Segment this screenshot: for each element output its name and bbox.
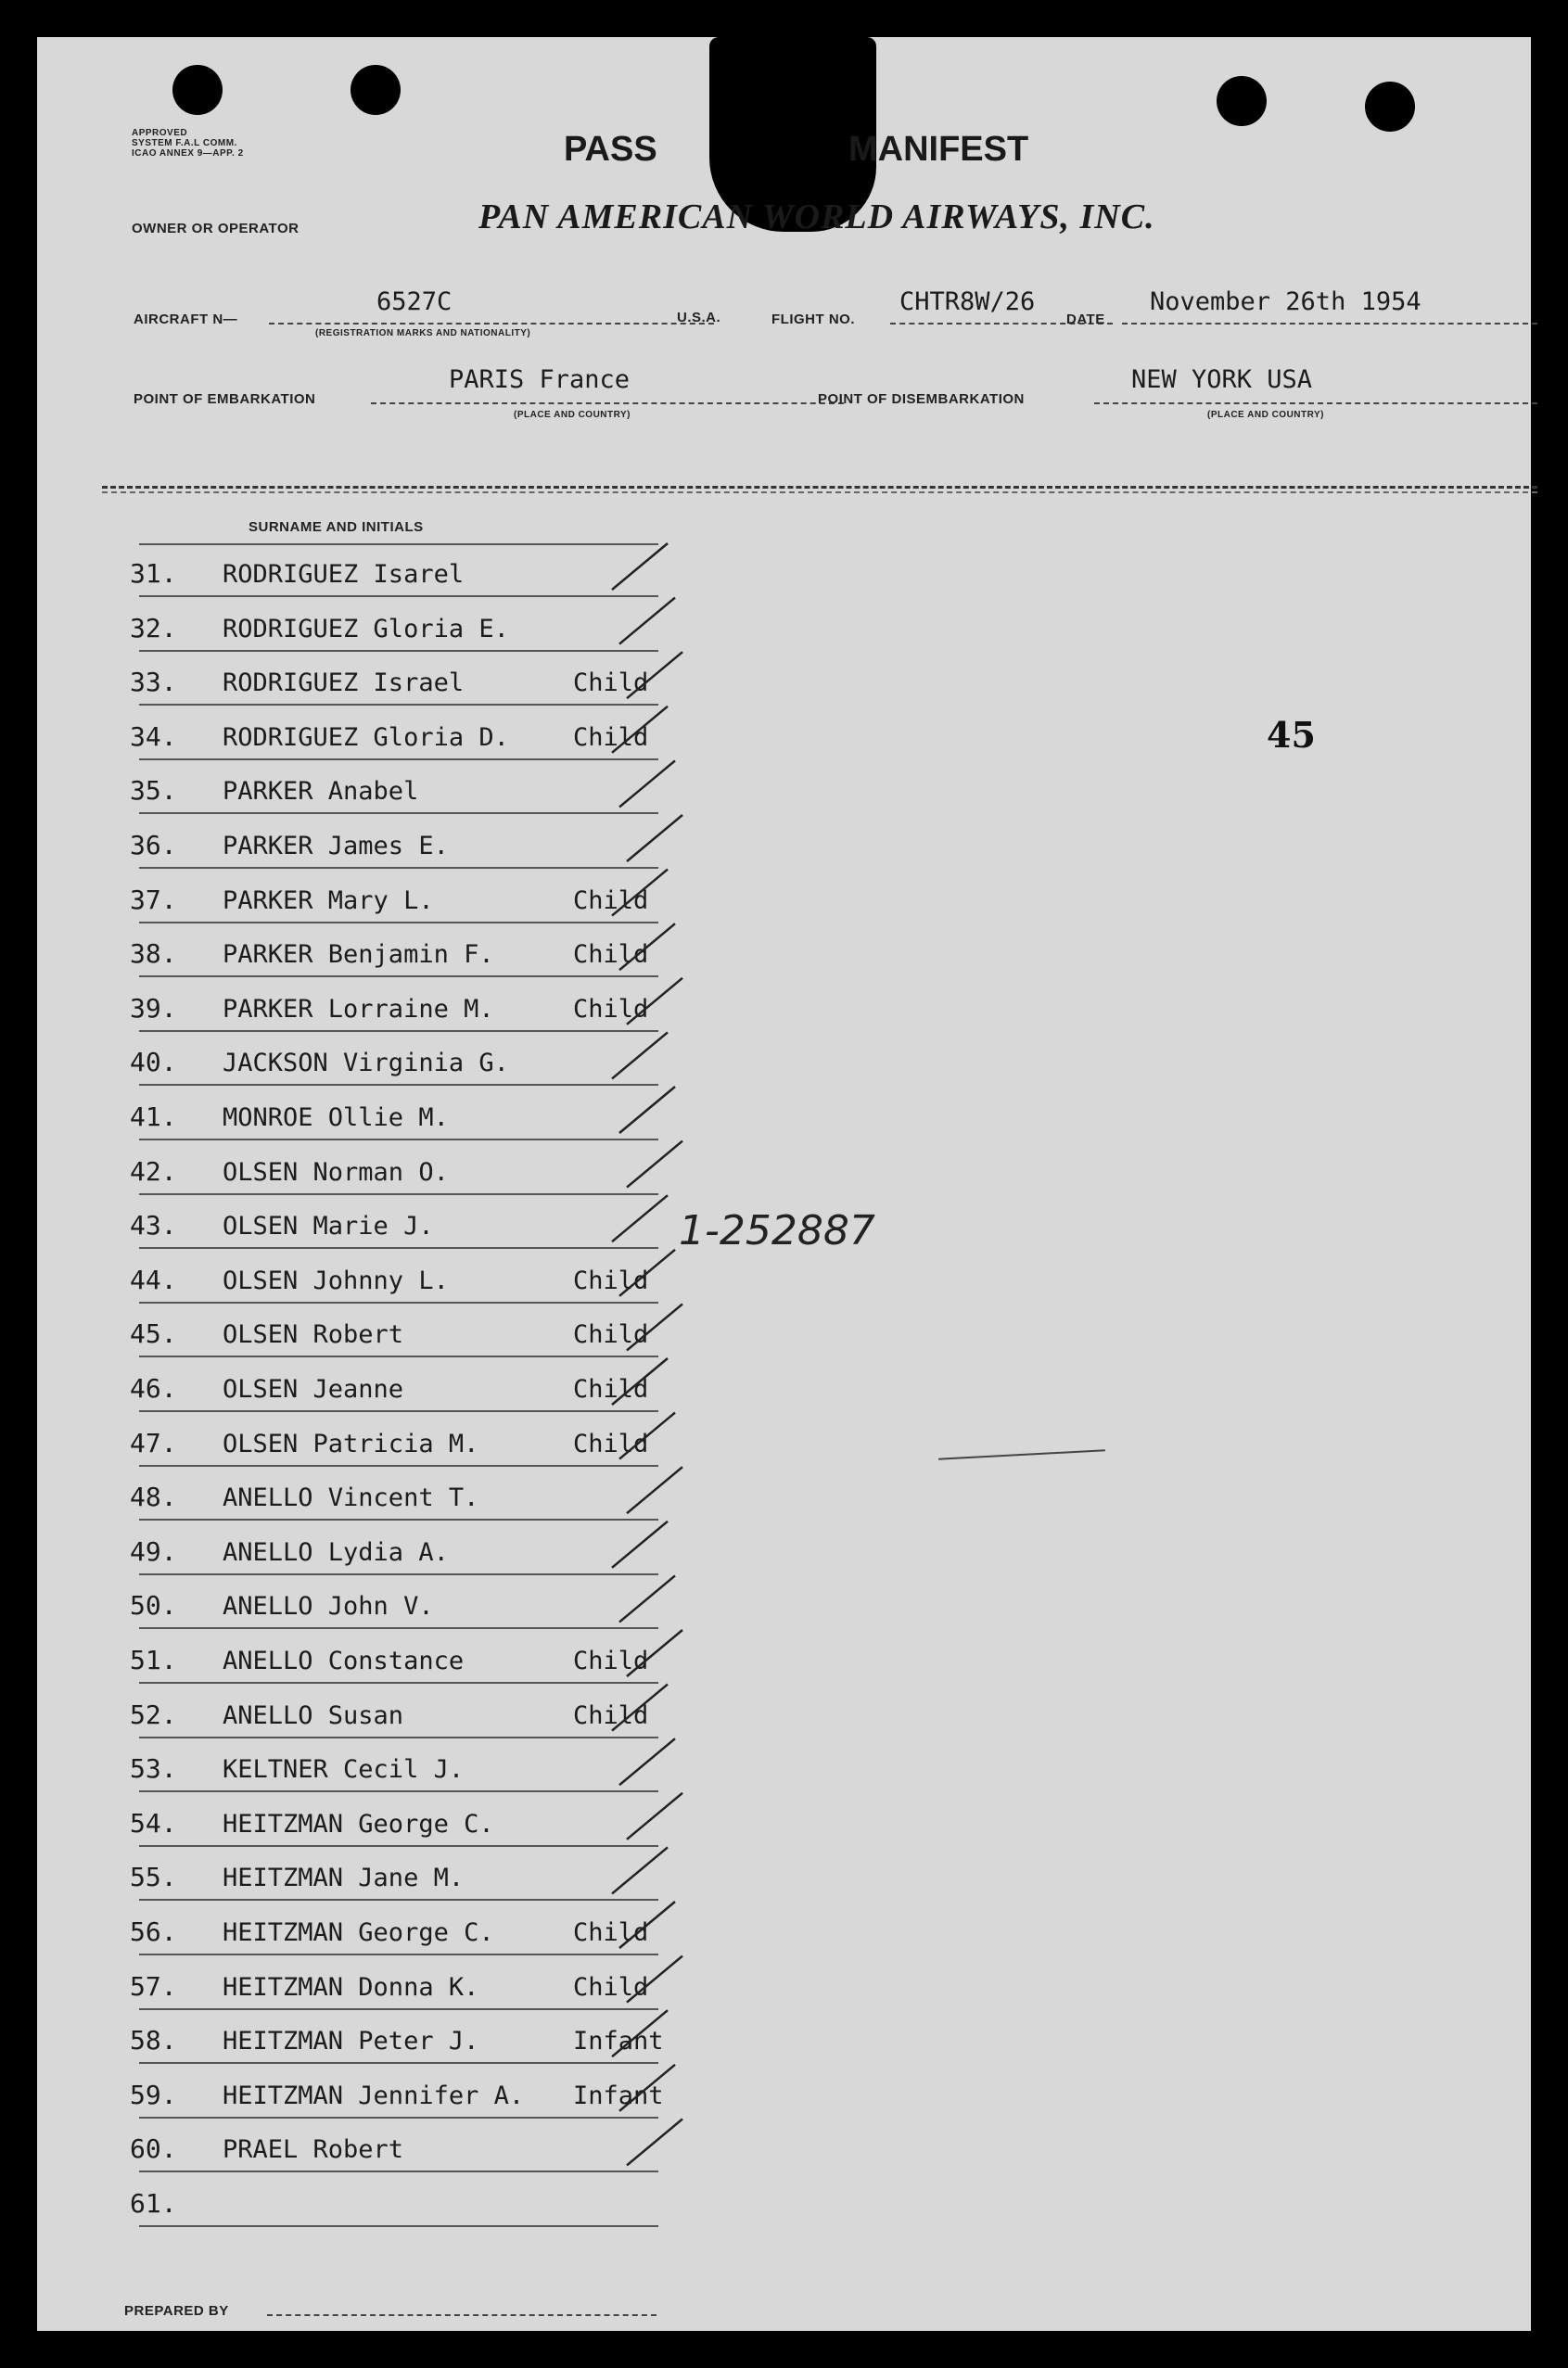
checkmark — [619, 923, 675, 970]
checkmark — [619, 598, 675, 644]
passenger-note: Child — [573, 1700, 649, 1730]
passenger-name: HEITZMAN George C. — [223, 1809, 494, 1839]
place-caption: (PLACE AND COUNTRY) — [514, 410, 631, 420]
row-number: 38. — [130, 938, 177, 970]
row-number: 51. — [130, 1645, 177, 1675]
row-number: 49. — [130, 1535, 177, 1567]
embarkation-label: POINT OF EMBARKATION — [134, 391, 316, 407]
flight-date: November 26th 1954 — [1150, 287, 1421, 316]
approval-line: ICAO ANNEX 9—APP. 2 — [132, 148, 244, 159]
checkmark-layer — [37, 37, 1531, 2331]
place-caption: (PLACE AND COUNTRY) — [1207, 410, 1324, 420]
checkmark — [627, 1793, 682, 1840]
checkmark — [612, 1685, 668, 1731]
checkmark — [627, 1956, 682, 2003]
prepared-by-line — [267, 2314, 657, 2316]
row-number: 53. — [130, 1753, 177, 1785]
checkmark — [612, 2010, 668, 2056]
passenger-name: KELTNER Cecil J. — [223, 1755, 465, 1785]
checkmark — [627, 652, 682, 698]
passenger-note: Infant — [573, 2081, 664, 2110]
row-number: 34. — [130, 720, 177, 752]
passenger-name: JACKSON Virginia G. — [223, 1049, 509, 1078]
disembarkation-place: NEW YORK USA — [1131, 365, 1313, 394]
row-number: 44. — [130, 1264, 177, 1295]
surname-column-header: SURNAME AND INITIALS — [249, 519, 424, 535]
passenger-note: Child — [573, 1266, 649, 1295]
manifest-page — [37, 37, 1531, 2331]
flight-number: CHTR8W/26 — [899, 287, 1036, 316]
passenger-name: ANELLO John V. — [223, 1592, 434, 1622]
checkmark — [627, 1141, 682, 1188]
passenger-name: PRAEL Robert — [223, 2135, 404, 2165]
row-number: 55. — [130, 1862, 177, 1893]
title-left: PASS — [564, 130, 657, 169]
owner-label: OWNER OR OPERATOR — [132, 221, 300, 236]
checkmark — [612, 1521, 668, 1568]
checkmark — [619, 760, 675, 807]
passenger-name: HEITZMAN Jane M. — [223, 1864, 465, 1893]
passenger-note: Child — [573, 994, 649, 1024]
handwritten-number: 1-252887 — [679, 1207, 875, 1254]
passenger-name: ANELLO Constance — [223, 1647, 465, 1675]
flight-label: FLIGHT NO. — [771, 312, 855, 327]
passenger-name: OLSEN Jeanne — [223, 1375, 404, 1404]
row-number: 59. — [130, 2079, 177, 2110]
checkmark — [619, 1738, 675, 1785]
passenger-name: OLSEN Marie J. — [223, 1212, 434, 1241]
checkmark — [612, 1847, 668, 1893]
passenger-name: RODRIGUEZ Gloria D. — [223, 722, 509, 752]
passenger-note: Child — [573, 1429, 649, 1458]
row-number: 43. — [130, 1210, 177, 1241]
passenger-name: PARKER James E. — [223, 832, 449, 860]
passenger-note: Child — [573, 885, 649, 915]
checkmark — [627, 1630, 682, 1676]
checkmark — [612, 1358, 668, 1405]
company-name: PAN AMERICAN WORLD AIRWAYS, INC. — [478, 197, 1155, 236]
passenger-note: Child — [573, 940, 649, 970]
row-number: 35. — [130, 775, 177, 807]
row-number: 31. — [130, 558, 177, 589]
row-number: 37. — [130, 884, 177, 915]
passenger-note: Child — [573, 1647, 649, 1675]
row-number: 56. — [130, 1916, 177, 1947]
passenger-name: PARKER Anabel — [223, 777, 419, 807]
checkmark — [627, 1304, 682, 1350]
checkmark — [619, 1902, 675, 1948]
passenger-note: Child — [573, 1972, 649, 2002]
disembarkation-label: POINT OF DISEMBARKATION — [818, 391, 1025, 407]
passenger-name: HEITZMAN Peter J. — [223, 2027, 479, 2056]
row-number: 48. — [130, 1482, 177, 1513]
row-number: 40. — [130, 1047, 177, 1078]
registration-caption: (REGISTRATION MARKS AND NATIONALITY) — [315, 328, 531, 338]
passenger-name: PARKER Mary L. — [223, 885, 434, 915]
date-label: DATE — [1066, 312, 1105, 327]
passenger-name: OLSEN Robert — [223, 1320, 404, 1350]
row-number: 45. — [130, 1318, 177, 1350]
passenger-name: OLSEN Norman O. — [223, 1157, 449, 1187]
row-number: 36. — [130, 830, 177, 860]
passenger-name: MONROE Ollie M. — [223, 1103, 449, 1132]
passenger-note: Child — [573, 1375, 649, 1404]
checkmark — [627, 815, 682, 861]
row-number: 41. — [130, 1101, 177, 1132]
row-number: 61. — [130, 2188, 177, 2219]
row-number: 58. — [130, 2025, 177, 2056]
passenger-note: Infant — [573, 2027, 664, 2056]
passenger-name: HEITZMAN Jennifer A. — [223, 2081, 525, 2110]
passenger-name: ANELLO Susan — [223, 1700, 404, 1730]
embarkation-place: PARIS France — [449, 365, 631, 394]
passenger-name: HEITZMAN George C. — [223, 1918, 494, 1947]
row-number: 52. — [130, 1699, 177, 1730]
checkmark — [619, 1575, 675, 1622]
passenger-note: Child — [573, 668, 649, 698]
approval-line: APPROVED — [132, 128, 188, 138]
row-number: 54. — [130, 1807, 177, 1839]
passenger-name: RODRIGUEZ Isarel — [223, 560, 465, 589]
passenger-note: Child — [573, 1918, 649, 1947]
passenger-name: PARKER Benjamin F. — [223, 940, 494, 970]
page-number: 45 — [1267, 714, 1316, 756]
passenger-note: Child — [573, 722, 649, 752]
row-number: 47. — [130, 1427, 177, 1458]
row-number: 42. — [130, 1155, 177, 1187]
checkmark — [627, 978, 682, 1025]
checkmark — [612, 543, 668, 590]
checkmark — [612, 1195, 668, 1241]
checkmark — [627, 1467, 682, 1513]
checkmark — [619, 1250, 675, 1296]
row-number: 39. — [130, 992, 177, 1024]
passenger-name: RODRIGUEZ Israel — [223, 668, 465, 698]
checkmark — [612, 707, 668, 753]
row-number: 32. — [130, 612, 177, 643]
passenger-note: Child — [573, 1320, 649, 1350]
checkmark — [627, 2119, 682, 2165]
passenger-name: OLSEN Johnny L. — [223, 1266, 449, 1295]
checkmark — [619, 1087, 675, 1133]
aircraft-number: 6527C — [376, 287, 453, 316]
row-number: 33. — [130, 667, 177, 698]
approval-line: SYSTEM F.A.L COMM. — [132, 138, 237, 148]
passenger-name: OLSEN Patricia M. — [223, 1429, 479, 1458]
checkmark — [619, 2065, 675, 2111]
passenger-name: HEITZMAN Donna K. — [223, 1972, 479, 2002]
checkmark — [612, 1032, 668, 1078]
checkmark — [612, 870, 668, 916]
passenger-name: ANELLO Lydia A. — [223, 1537, 449, 1567]
checkmark — [619, 1413, 675, 1459]
row-number: 57. — [130, 1970, 177, 2002]
title-right: MANIFEST — [848, 130, 1029, 169]
row-number: 60. — [130, 2133, 177, 2165]
row-number: 46. — [130, 1373, 177, 1404]
passenger-name: RODRIGUEZ Gloria E. — [223, 614, 509, 643]
passenger-name: PARKER Lorraine M. — [223, 994, 494, 1024]
usa-label: U.S.A. — [677, 310, 721, 325]
prepared-by-label: PREPARED BY — [124, 2303, 229, 2319]
row-number: 50. — [130, 1590, 177, 1622]
passenger-name: ANELLO Vincent T. — [223, 1483, 479, 1513]
aircraft-label: AIRCRAFT N— — [134, 312, 238, 327]
